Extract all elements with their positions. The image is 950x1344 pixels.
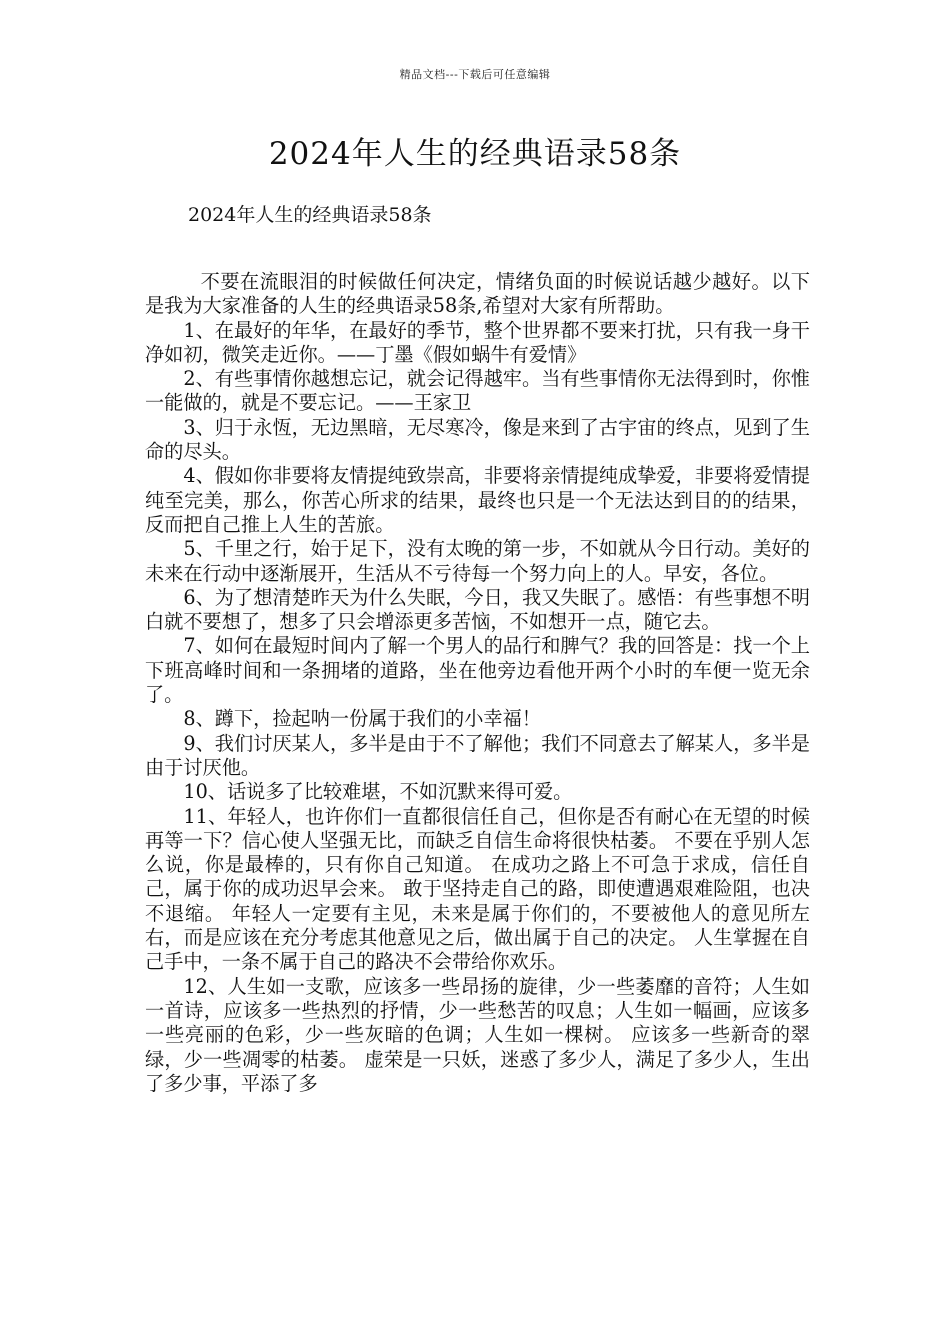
quote-paragraph-4: 4、假如你非要将友情提纯致崇高，非要将亲情提纯成挚爱，非要将爱情提纯至完美，那么，你苦心所求的结果，最终也只是一个无法达到目的的结果，反而把自己推上人生的苦旅。 bbox=[145, 464, 810, 536]
quote-paragraph-10: 10、话说多了比较难堪，不如沉默来得可爱。 bbox=[183, 780, 573, 804]
quote-paragraph-1: 1、在最好的年华，在最好的季节，整个世界都不要来打扰，只有我一身干净如初，微笑走近你。——丁墨《假如蜗牛有爱情》 bbox=[145, 318, 810, 366]
quote-paragraph-3: 3、归于永恆，无边黑暗，无尽寒冷，像是来到了古宇宙的终点，见到了生命的尽头。 bbox=[145, 415, 810, 464]
document-body bbox=[145, 270, 810, 1096]
intro-paragraph: 不要在流眼泪的时候做任何决定，情绪负面的时候说话越少越好。以下是我为大家准备的人生的经典语录58条,希望对大家有所帮助。 bbox=[145, 270, 810, 318]
document-subtitle: 2024年人生的经典语录58条 bbox=[188, 204, 432, 226]
quote-paragraph-7: 7、如何在最短时间内了解一个男人的品行和脾气？我的回答是：找一个上下班高峰时间和一条拥堵的道路，坐在他旁边看他开两个小时的车便一览无余了。 bbox=[145, 634, 810, 707]
quote-paragraph-5: 5、千里之行，始于足下，没有太晚的第一步，不如就从今日行动。美好的未来在行动中逐渐展开，生活从不亏待每一个努力向上的人。早安，各位。 bbox=[145, 537, 810, 585]
quote-paragraph-6: 6、为了想清楚昨天为什么失眠，今日，我又失眠了。感悟：有些事想不明白就不要想了，想多了只会增添更多苦恼，不如想开一点，随它去。 bbox=[145, 585, 810, 634]
quote-paragraph-2: 2、有些事情你越想忘记，就会记得越牢。当有些事情你无法得到时，你惟一能做的，就是不要忘记。——王家卫 bbox=[145, 367, 810, 415]
quote-paragraph-8: 8、蹲下，捡起呐一份属于我们的小幸福！ bbox=[183, 707, 541, 731]
quote-paragraph-11: 11、年轻人，也许你们一直都很信任自己，但你是否有耐心在无望的时候再等一下？信心使人坚强无比，而缺乏自信生命将很快枯萎。 不要在乎别人怎么说，你是最棒的，只有你自己知道。 在成功之路上不可急于求成，信任自己，属于你的成功迟早会来。 敢于坚持走自己的路，即使遭遇艰难险阻，也决不退缩。 年轻人一定要有主见，未来是属于你们的，不要被他人的意见所左右，而是应该在充分考虑其他意见之后，做出属于自己的决定。 人生掌握在自己手中，一条不属于自己的路决不会带给你欢乐。 bbox=[145, 804, 810, 974]
header-note: 精品文档---下载后可任意编辑 bbox=[399, 68, 551, 81]
document-title: 2024年人生的经典语录58条 bbox=[268, 136, 682, 172]
quote-paragraph-12: 12、人生如一支歌，应该多一些昂扬的旋律，少一些萎靡的音符；人生如一首诗，应该多一些热烈的抒情，少一些愁苦的叹息；人生如一幅画，应该多一些亮丽的色彩，少一些灰暗的色调；人生如一棵树。 应该多一些新奇的翠绿，少一些凋零的枯萎。 虚荣是一只妖，迷惑了多少人，满足了多少人，生出了多少事，平添了多 bbox=[145, 974, 810, 1095]
quote-paragraph-9: 9、我们讨厌某人，多半是由于不了解他；我们不同意去了解某人，多半是由于讨厌他。 bbox=[145, 731, 810, 779]
